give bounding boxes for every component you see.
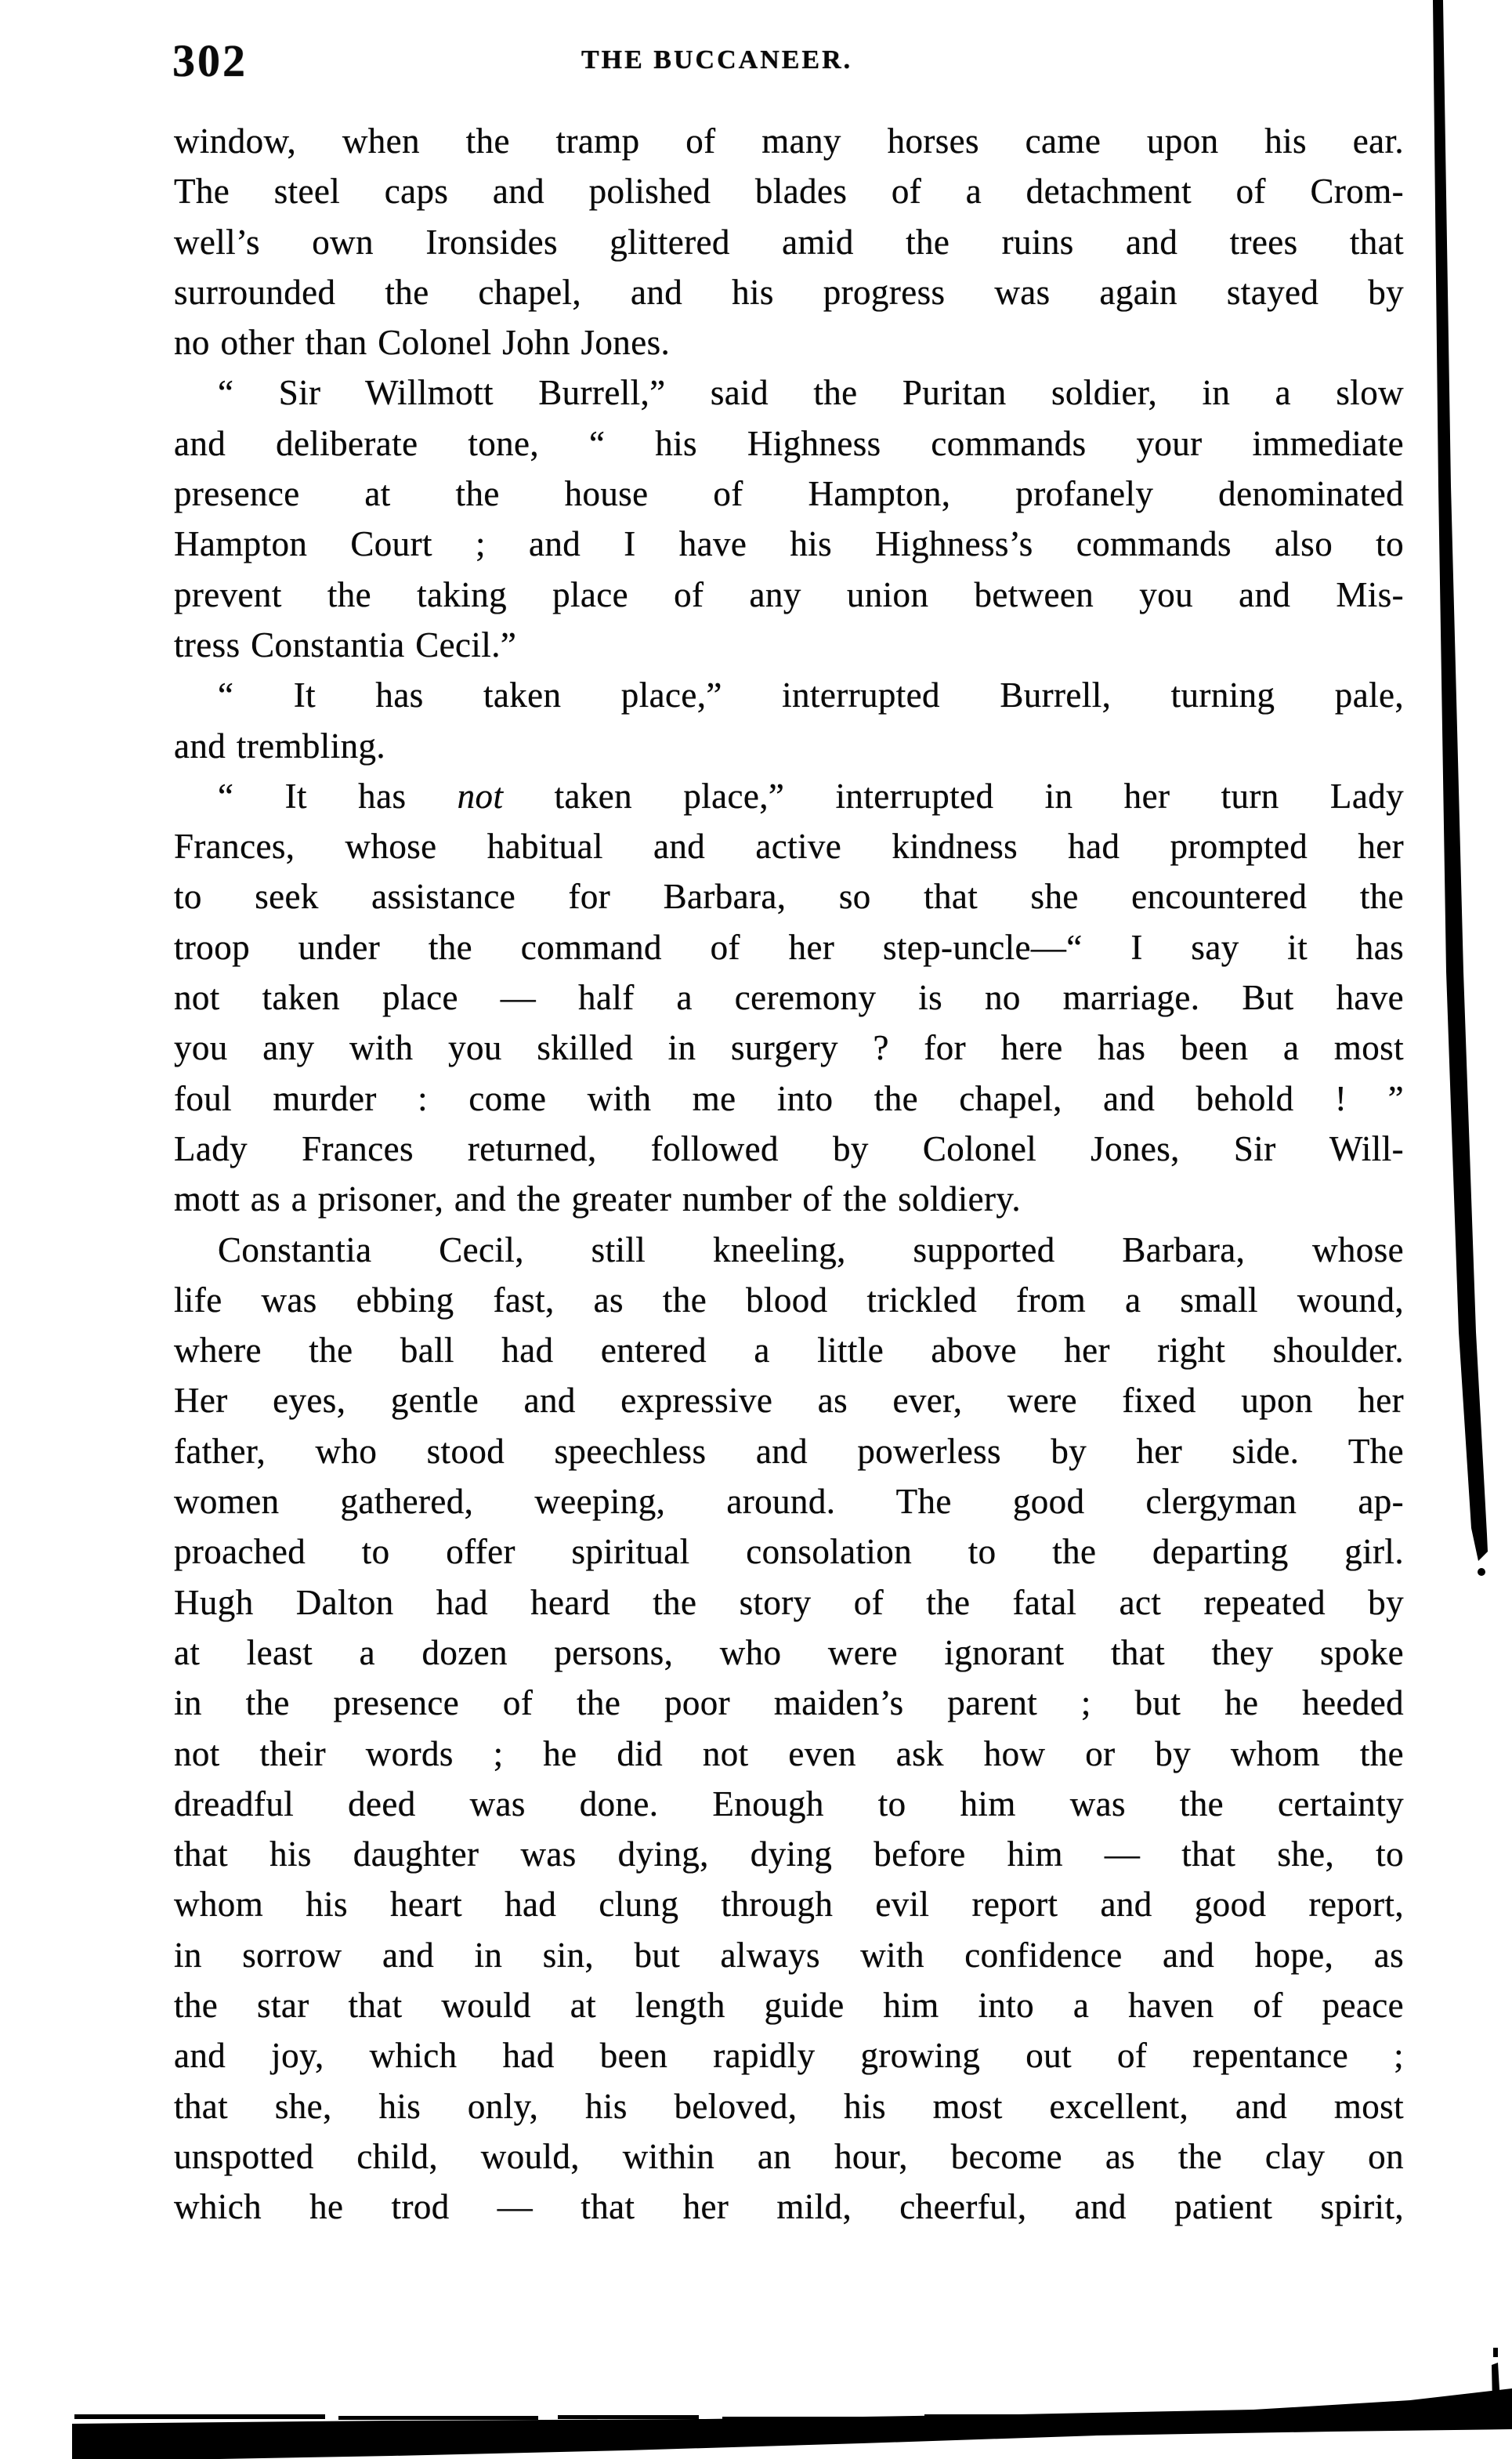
text-segment: foul murder : come with me into the chapel, and behold ! ”	[174, 1078, 1404, 1118]
text-segment: The steel caps and polished blades of a detachment of Crom-	[174, 172, 1404, 212]
pen-mark	[1492, 2363, 1500, 2404]
text-segment: tress Constantia Cecil.”	[174, 625, 517, 665]
text-segment: surrounded the chapel, and his progress was again stayed by	[174, 272, 1404, 312]
text-line	[174, 116, 1404, 166]
text-segment: Her eyes, gentle and expressive as ever, were fixed upon her	[174, 1381, 1404, 1421]
shadow-fragment	[722, 2417, 906, 2421]
text-segment: Hugh Dalton had heard the story of the fatal act repeated by	[174, 1582, 1404, 1622]
shadow-fragment	[74, 2414, 325, 2419]
text-segment: women gathered, weeping, around. The good clergyman ap-	[174, 1482, 1404, 1522]
text-block	[174, 116, 1404, 2232]
text-segment: no other than Colonel John Jones.	[174, 323, 671, 363]
text-line	[174, 368, 1404, 418]
text-line	[174, 1779, 1404, 1829]
page-edge-line	[1433, 0, 1488, 1561]
text-segment: life was ebbing fast, as the blood trickled from a small wound,	[174, 1280, 1404, 1320]
text-line	[174, 1124, 1404, 1174]
text-line	[174, 519, 1404, 569]
text-line	[174, 922, 1404, 972]
text-segment: to seek assistance for Barbara, so that she encountered the	[174, 877, 1404, 917]
text-segment: “ It has taken place,” interrupted Burrell, turning pale,	[218, 675, 1404, 715]
text-line	[174, 871, 1404, 922]
text-segment: not their words ; he did not even ask how or by whom the	[174, 1733, 1404, 1773]
shadow-fragment	[558, 2415, 699, 2419]
page-number: 302	[172, 35, 248, 86]
italic-text: not	[457, 776, 504, 816]
text-segment: whom his heart had clung through evil report and good report,	[174, 1885, 1404, 1925]
running-title: THE BUCCANEER.	[581, 45, 853, 74]
text-segment: where the ball had entered a little above her right shoulder.	[174, 1331, 1404, 1371]
text-line	[174, 1325, 1404, 1375]
text-line	[174, 821, 1404, 871]
text-segment: Frances, whose habitual and active kindness had prompted her	[174, 827, 1404, 867]
pen-mark-dash	[1501, 2398, 1512, 2403]
text-line	[174, 267, 1404, 317]
text-line	[174, 1980, 1404, 2030]
text-line	[174, 2081, 1404, 2131]
text-line	[174, 2030, 1404, 2081]
text-line	[174, 1678, 1404, 1728]
pen-mark-dash	[1493, 2348, 1498, 2357]
text-segment: at least a dozen persons, who were ignorant that they spoke	[174, 1632, 1404, 1672]
text-line	[174, 1476, 1404, 1526]
text-line	[174, 418, 1404, 469]
text-segment: the star that would at length guide him into a haven of peace	[174, 1985, 1404, 2025]
text-line	[174, 1426, 1404, 1476]
text-segment: mott as a prisoner, and the greater number of the soldiery.	[174, 1179, 1022, 1219]
text-segment: Lady Frances returned, followed by Colonel Jones, Sir Will-	[174, 1128, 1404, 1168]
text-line	[174, 1577, 1404, 1628]
text-line	[174, 469, 1404, 519]
text-line	[174, 570, 1404, 620]
text-line	[174, 1628, 1404, 1678]
pen-mark-dash	[1445, 2396, 1460, 2401]
text-segment: troop under the command of her step-uncle—“ I say it has	[174, 927, 1404, 967]
shadow-fragment	[338, 2416, 538, 2420]
text-line	[174, 2131, 1404, 2182]
text-segment: father, who stood speechless and powerless by her side. The	[174, 1431, 1404, 1471]
text-line	[174, 1023, 1404, 1073]
text-segment: presence at the house of Hampton, profanely denominated	[174, 474, 1404, 514]
text-line	[174, 1225, 1404, 1275]
text-line	[174, 1174, 1404, 1224]
text-line	[174, 771, 1404, 821]
text-segment: Hampton Court ; and I have his Highness’s commands also to	[174, 524, 1404, 564]
page-edge-dot	[1478, 1568, 1485, 1576]
text-line	[174, 620, 1404, 670]
text-segment: well’s own Ironsides glittered amid the ruins and trees that	[174, 222, 1404, 262]
text-line	[174, 1526, 1404, 1577]
text-segment: “ It has	[218, 776, 458, 816]
text-line	[174, 1879, 1404, 1929]
text-segment: proached to offer spiritual consolation to the departing girl.	[174, 1532, 1404, 1572]
text-segment: dreadful deed was done. Enough to him was the certainty	[174, 1784, 1404, 1823]
text-line	[174, 217, 1404, 267]
text-line	[174, 2182, 1404, 2232]
text-segment: and trembling.	[174, 726, 386, 766]
text-segment: and deliberate tone, “ his Highness commands your immediate	[174, 423, 1404, 463]
text-segment: “ Sir Willmott Burrell,” said the Puritan soldier, in a slow	[218, 373, 1404, 413]
text-line	[174, 972, 1404, 1023]
text-segment: that his daughter was dying, dying before him — that she, to	[174, 1834, 1404, 1874]
text-line	[174, 1275, 1404, 1325]
text-segment: which he trod — that her mild, cheerful, and patient spirit,	[174, 2187, 1404, 2227]
text-line	[174, 166, 1404, 216]
text-line	[174, 317, 1404, 368]
text-line	[174, 1930, 1404, 1980]
text-segment: not taken place — half a ceremony is no marriage. But have	[174, 978, 1404, 1018]
text-segment: in sorrow and in sin, but always with confidence and hope, as	[174, 1935, 1404, 1975]
text-segment: taken place,” interrupted in her turn Lady	[503, 776, 1404, 816]
text-line	[174, 1729, 1404, 1779]
text-segment: Constantia Cecil, still kneeling, supported Barbara, whose	[218, 1230, 1404, 1269]
text-segment: that she, his only, his beloved, his most excellent, and most	[174, 2086, 1404, 2126]
text-line	[174, 1375, 1404, 1425]
page-bottom-shadow	[72, 2388, 1512, 2459]
text-segment: and joy, which had been rapidly growing out of repentance ;	[174, 2036, 1404, 2076]
shadow-fragment	[924, 2414, 1081, 2419]
text-segment: unspotted child, would, within an hour, become as the clay on	[174, 2136, 1404, 2176]
text-line	[174, 1074, 1404, 1124]
text-segment: in the presence of the poor maiden’s parent ; but he heeded	[174, 1683, 1404, 1723]
text-line	[174, 670, 1404, 720]
text-segment: window, when the tramp of many horses came upon his ear.	[174, 121, 1404, 161]
text-segment: prevent the taking place of any union between you and Mis-	[174, 574, 1404, 614]
text-segment: you any with you skilled in surgery ? for here has been a most	[174, 1028, 1404, 1068]
text-line	[174, 721, 1404, 771]
text-line	[174, 1829, 1404, 1879]
